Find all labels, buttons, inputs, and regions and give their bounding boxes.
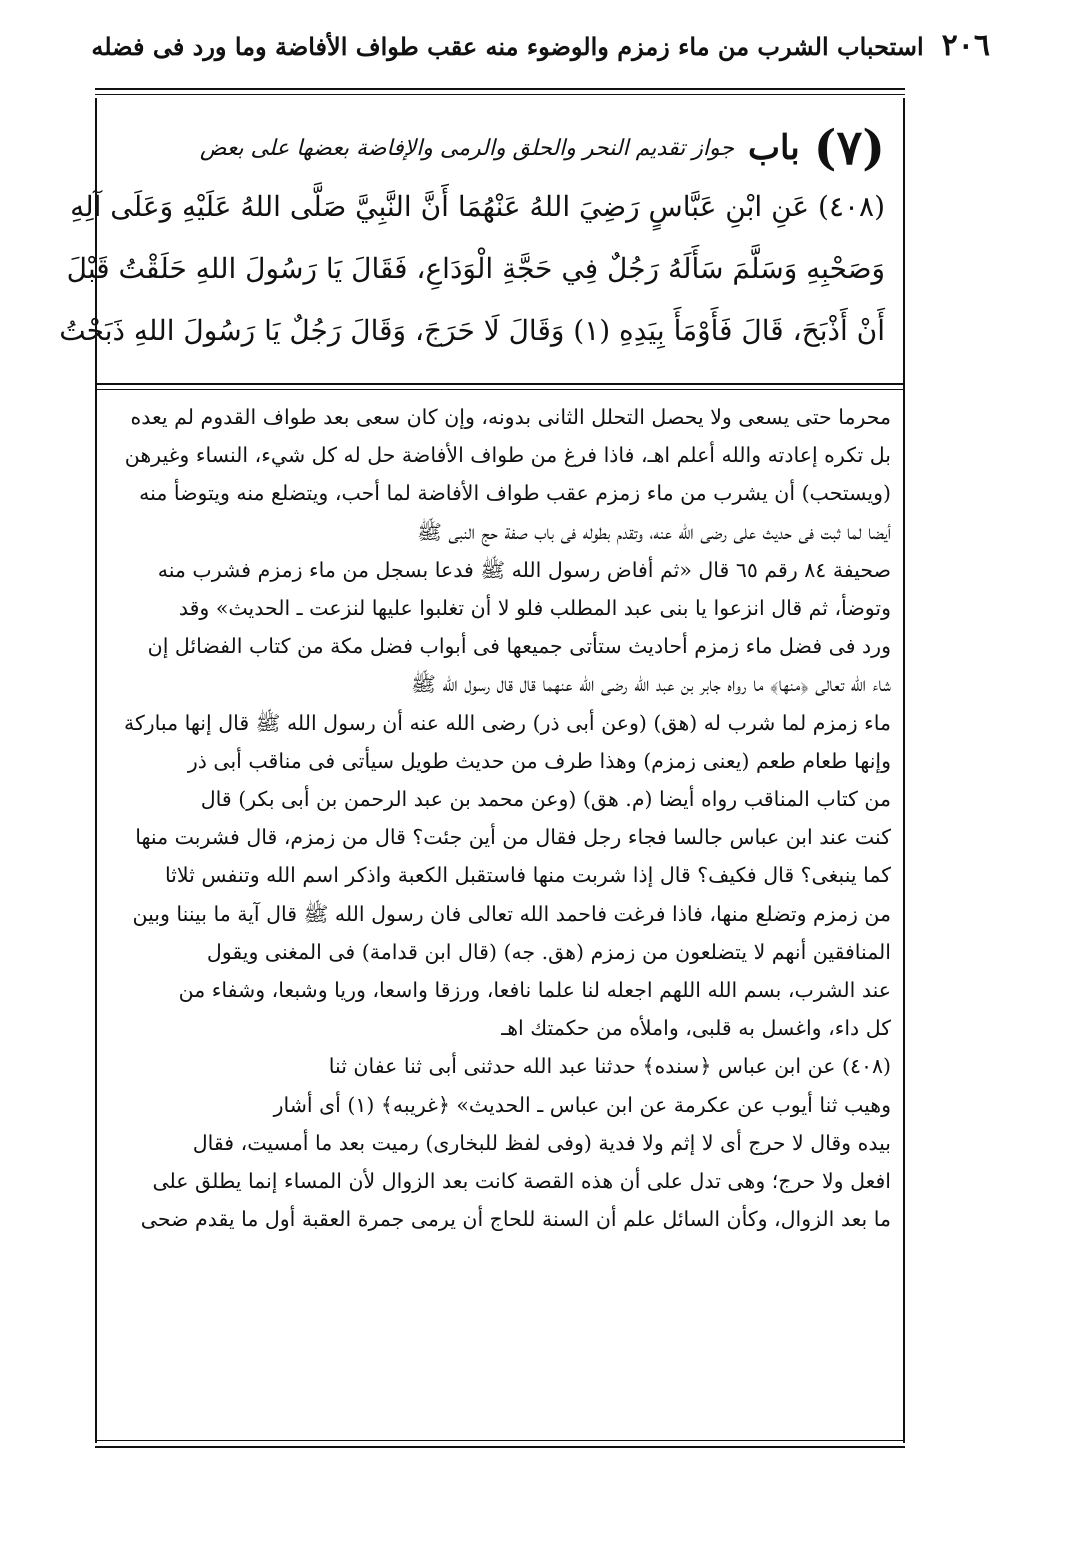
commentary-line: كما ينبغى؟ قال فكيف؟ قال إذا شربت منها فاستقبل الكعبة واذكر اسم الله وتنفس ثلاثا — [164, 863, 891, 888]
commentary-line: صحيفة ٨٤ رقم ٦٥ قال «ثم أفاض رسول الله ﷺ فدعا بسجل من ماء زمزم فشرب منه — [157, 557, 891, 582]
commentary-line: من كتاب المناقب رواه أيضا (م. هق) (وعن محمد بن عبد الرحمن بن أبى بكر) قال — [200, 787, 891, 812]
commentary-line: وهيب ثنا أيوب عن عكرمة عن ابن عباس ـ الحديث» ﴿غريبه﴾ (١) أى أشار — [273, 1092, 891, 1117]
commentary-line: شاء الله تعالى ﴿منها﴾ ما رواه جابر بن عبد الله رضى الله عنهما قال قال رسول الله ﷺ — [411, 672, 891, 697]
commentary-line: وإنها طعام طعم (يعنى زمزم) وهذا طرف من حديث طويل سيأتى فى مناقب أبى ذر — [187, 748, 891, 773]
page-number: ٢٠٦ — [941, 28, 990, 63]
chapter-label: باب — [747, 128, 800, 168]
section-divider-outer — [95, 383, 905, 385]
running-title: استحباب الشرب من ماء زمزم والوضوء منه عقب طواف الأفاضة وما ورد فى فضله — [91, 32, 924, 61]
top-rule-outer — [95, 88, 905, 90]
bottom-rule-outer — [95, 1446, 905, 1448]
hadith-text-line: (٤٠٨) عَنِ ابْنِ عَبَّاسٍ رَضِيَ اللهُ عَنْهُمَا أَنَّ النَّبِيَّ صَلَّى اللهُ عَلَيْهِ وَعَلَى آلِهِ — [70, 190, 885, 223]
commentary-line: المنافقين أنهم لا يتضلعون من زمزم (هق. جه) (قال ابن قدامة) فى المغنى ويقول — [206, 939, 891, 964]
commentary-line: كنت عند ابن عباس جالسا فجاء رجل فقال من أين جئت؟ قال من زمزم، قال فشربت منها — [135, 825, 891, 850]
hadith-text-line: وَصَحْبِهِ وَسَلَّمَ سَأَلَهُ رَجُلٌ فِي حَجَّةِ الْوَدَاعِ، فَقَالَ يَا رَسُولَ اللهِ حَلَقْتُ قَبْلَ — [66, 252, 885, 285]
commentary-line: كل داء، واغسل به قلبى، واملأه من حكمتك اهـ — [501, 1016, 891, 1041]
commentary-line: ما بعد الزوال، وكأن السائل علم أن السنة للحاج أن يرمى جمرة العقبة أول ما يقدم ضحى — [140, 1207, 891, 1232]
commentary-line: من زمزم وتضلع منها، فاذا فرغت فاحمد الله تعالى فان رسول الله ﷺ قال آية ما بيننا وبين — [132, 901, 891, 926]
commentary-line: بل تكره إعادته والله أعلم اهـ، فاذا فرغ من طواف الأفاضة حل له كل شيء، النساء وغيرهن — [124, 443, 891, 468]
commentary-line: بيده وقال لا حرج أى لا إثم ولا فدية (وفى لفظ للبخارى) رميت بعد ما أمسيت، فقال — [192, 1130, 891, 1155]
hadith-section — [59, 120, 885, 380]
commentary-line: افعل ولا حرج؛ وهى تدل على أن هذه القصة كانت بعد الزوال لأن المساء إنما يطلق على — [152, 1169, 891, 1194]
commentary-line: ورد فى فضل ماء زمزم أحاديث ستأتى جميعها فى أبواب فضل مكة من كتاب الفضائل إن — [147, 634, 891, 659]
chapter-number: (٧) — [813, 120, 885, 176]
commentary-line: محرما حتى يسعى ولا يحصل التحلل الثانى بدونه، وإن كان سعى بعد طواف القدوم لم يعده — [130, 405, 891, 429]
commentary-section — [123, 398, 891, 1238]
top-rule-inner — [95, 94, 905, 95]
hadith-text-line: أَنْ أَذْبَحَ، قَالَ فَأَوْمَأَ بِيَدِهِ (١) وَقَالَ لَا حَرَجَ، وَقَالَ رَجُلٌ يَا رَسُولَ اللهِ ذَبَحْتُ — [59, 314, 885, 347]
bottom-rule-inner — [95, 1440, 905, 1441]
chapter-title: جواز تقديم النحر والحلق والرمى والإفاضة بعضها على بعض — [199, 135, 734, 161]
commentary-line: (ويستحب) أن يشرب من ماء زمزم عقب طواف الأفاضة لما أحب، ويتضلع منه ويتوضأ منه — [139, 481, 891, 506]
frame-right-border — [903, 98, 905, 1443]
page-frame — [59, 88, 905, 1453]
chapter-heading — [115, 120, 885, 176]
commentary-line: ماء زمزم لما شرب له (هق) (وعن أبى ذر) رضى الله عنه أن رسول الله ﷺ قال إنها مباركة — [124, 710, 891, 735]
commentary-line: وتوضأ، ثم قال انزعوا يا بنى عبد المطلب فلو لا أن تغلبوا عليها لنزعت ـ الحديث» وقد — [178, 596, 891, 621]
commentary-line: أيضا لما ثبت فى حديث على رضى الله عنه، وتقدم بطوله فى باب صفة حج النبى ﷺ — [417, 519, 891, 544]
running-header — [90, 28, 990, 88]
commentary-line: (٤٠٨) عن ابن عباس ﴿سنده﴾ حدثنا عبد الله حدثنى أبى ثنا عفان ثنا — [328, 1054, 891, 1079]
section-divider-inner — [95, 389, 905, 390]
commentary-line: عند الشرب، بسم الله اللهم اجعله لنا علما نافعا، ورزقا واسعا، وريا وشبعا، وشفاء من — [178, 978, 891, 1003]
